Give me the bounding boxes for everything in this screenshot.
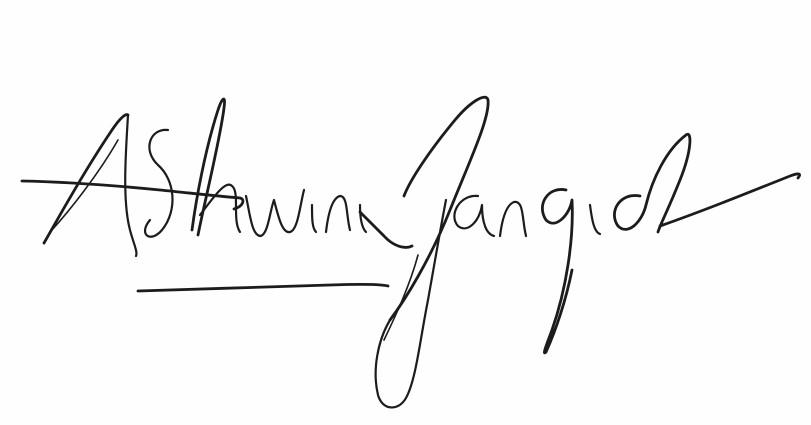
letter-w	[246, 190, 304, 236]
letter-n	[326, 196, 350, 232]
letter-a-small	[454, 196, 494, 236]
letter-d	[614, 134, 690, 232]
exit-stroke	[660, 174, 800, 226]
letter-a-right-leg	[125, 115, 136, 256]
underline-flourish	[138, 284, 388, 291]
letter-i-1	[312, 205, 316, 232]
letter-j-inner	[384, 255, 418, 340]
letter-g	[542, 189, 572, 352]
letter-h-stem	[192, 99, 225, 235]
letter-j-lower-loop	[376, 200, 446, 407]
letter-n-small	[500, 202, 526, 236]
letter-i-3	[590, 205, 600, 234]
letter-s	[145, 130, 172, 237]
i-dot-stroke	[360, 212, 412, 247]
letter-j-upper	[390, 97, 488, 320]
